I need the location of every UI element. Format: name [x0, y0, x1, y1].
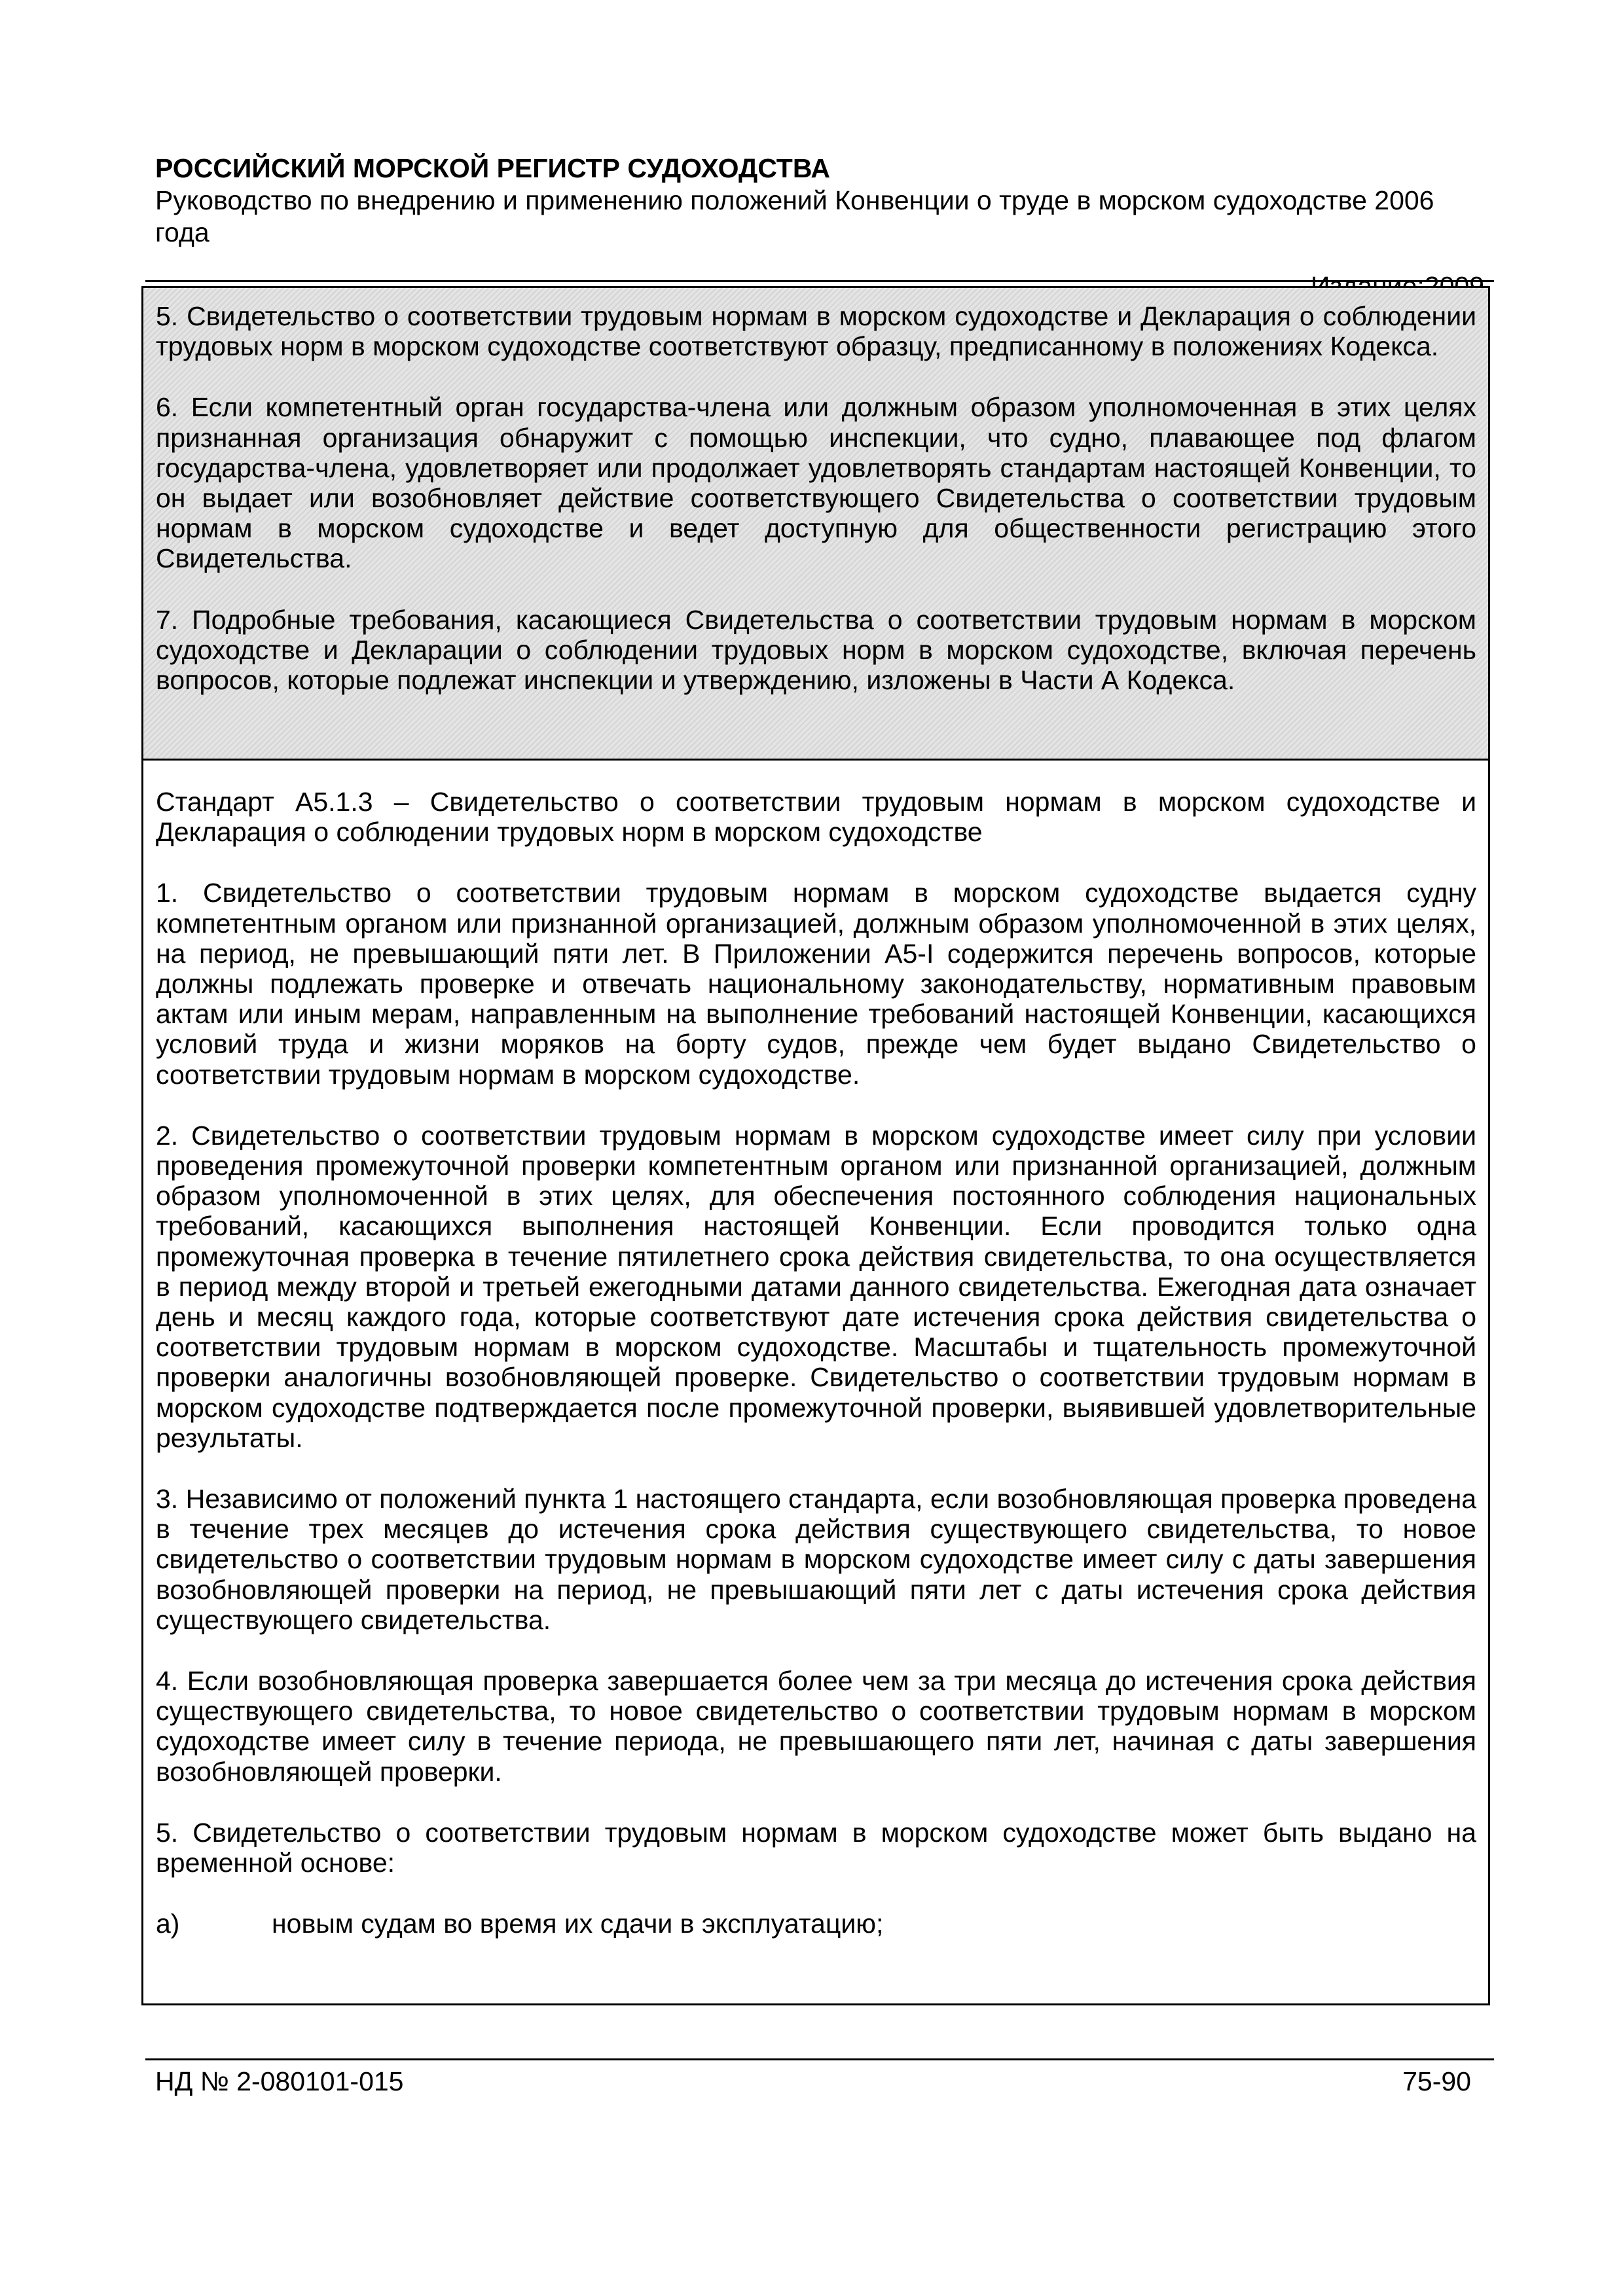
footer-divider — [145, 2058, 1494, 2060]
list-item-marker: a) — [156, 1909, 180, 1939]
list-item-text: новым судам во время их сдачи в эксплуатацию; — [272, 1909, 884, 1939]
document-subtitle: Руководство по внедрению и применению положений Конвенции о труде в морском судоходстве 2006 года — [155, 185, 1434, 247]
standard-paragraph-2: 2. Свидетельство о соответствии трудовым нормам в морском судоходстве имеет силу при условии проведения промежуточной проверки компетентным органом или признанной организацией, должным образом уполномоченной в этих целях, для обеспечения постоянного соблюдения национальных требований, касающихся выполнения настоящей Конвенции. Если проводится только одна промежуточная проверка в течение пятилетнего срока действия свидетельства, то она осуществляется в период между второй и третьей ежегодными датами данного свидетельства. Ежегодная дата означает день и месяц каждого года, которые соответствуют дате истечения срока действия свидетельства о соответствии трудовым нормам в морском судоходстве. Масштабы и тщательность промежуточной проверки аналогичны возобновляющей проверке. Свидетельство о соответствии трудовым нормам в морском судоходстве подтверждается после промежуточной проверки, выявившей удовлетворительные результаты. — [156, 1120, 1476, 1453]
regulation-paragraph-5: 5. Свидетельство о соответствии трудовым нормам в морском судоходстве и Декларация о соблюдении трудовых норм в морском судоходстве соответствуют образцу, предписанному в положениях Кодекса. — [156, 301, 1476, 362]
standard-text-box — [141, 759, 1490, 2005]
organization-title: РОССИЙСКИЙ МОРСКОЙ РЕГИСТР СУДОХОДСТВА — [155, 153, 831, 183]
standard-title: Стандарт А5.1.3 – Свидетельство о соответствии трудовым нормам в морском судоходстве и Декларация о соблюдении трудовых норм в морском судоходстве — [156, 787, 1476, 848]
standard-paragraph-1: 1. Свидетельство о соответствии трудовым нормам в морском судоходстве выдается судну компетентным органом или признанной организацией, должным образом уполномоченной в этих целях, на период, не превышающий пяти лет. В Приложении А5-I содержится перечень вопросов, которые должны подлежать проверке и отвечать национальному законодательству, нормативным правовым актам или иным мерам, направленным на выполнение требований настоящей Конвенции, касающихся условий труда и жизни моряков на борту судов, прежде чем будет выдано Свидетельство о соответствии трудовым нормам в морском судоходстве. — [156, 878, 1476, 1090]
regulation-text-box — [141, 286, 1490, 761]
standard-paragraph-3: 3. Независимо от положений пункта 1 настоящего стандарта, если возобновляющая проверка проведена в течение трех месяцев до истечения срока действия существующего свидетельства, то новое свидетельство о соответствии трудовым нормам в морском судоходстве имеет силу с даты завершения возобновляющей проверки на период, не превышающий пяти лет с даты истечения срока действия существующего свидетельства. — [156, 1484, 1477, 1635]
header-divider — [145, 280, 1494, 282]
standard-paragraph-5: 5. Свидетельство о соответствии трудовым нормам в морском судоходстве может быть выдано на временной основе: — [156, 1817, 1476, 1878]
regulation-paragraph-6: 6. Если компетентный орган государства-члена или должным образом уполномоченная в этих целях признанная организация обнаружит с помощью инспекции, что судно, плавающее под флагом государства-члена, удовлетворяет или продолжает удовлетворять стандартам настоящей Конвенции, то он выдает или возобновляет действие соответствующего Свидетельства о соответствии трудовым нормам в морском судоходстве и ведет доступную для общественности регистрацию этого Свидетельства. — [156, 392, 1476, 574]
regulation-paragraph-7: 7. Подробные требования, касающиеся Свидетельства о соответствии трудовым нормам в морском судоходстве и Декларации о соблюдении трудовых норм в морском судоходстве, включая перечень вопросов, которые подлежат инспекции и утверждению, изложены в Части А Кодекса. — [156, 604, 1476, 696]
page-number: 75-90 — [1402, 2066, 1471, 2096]
list-item — [156, 1909, 1476, 1939]
page-footer — [155, 2066, 1471, 2098]
document-number: НД № 2-080101-015 — [155, 2066, 404, 2096]
standard-paragraph-4: 4. Если возобновляющая проверка завершается более чем за три месяца до истечения срока действия существующего свидетельства, то новое свидетельство о соответствии трудовым нормам в морском судоходстве имеет силу в течение периода, не превышающего пяти лет, начиная с даты завершения возобновляющей проверки. — [156, 1666, 1476, 1787]
